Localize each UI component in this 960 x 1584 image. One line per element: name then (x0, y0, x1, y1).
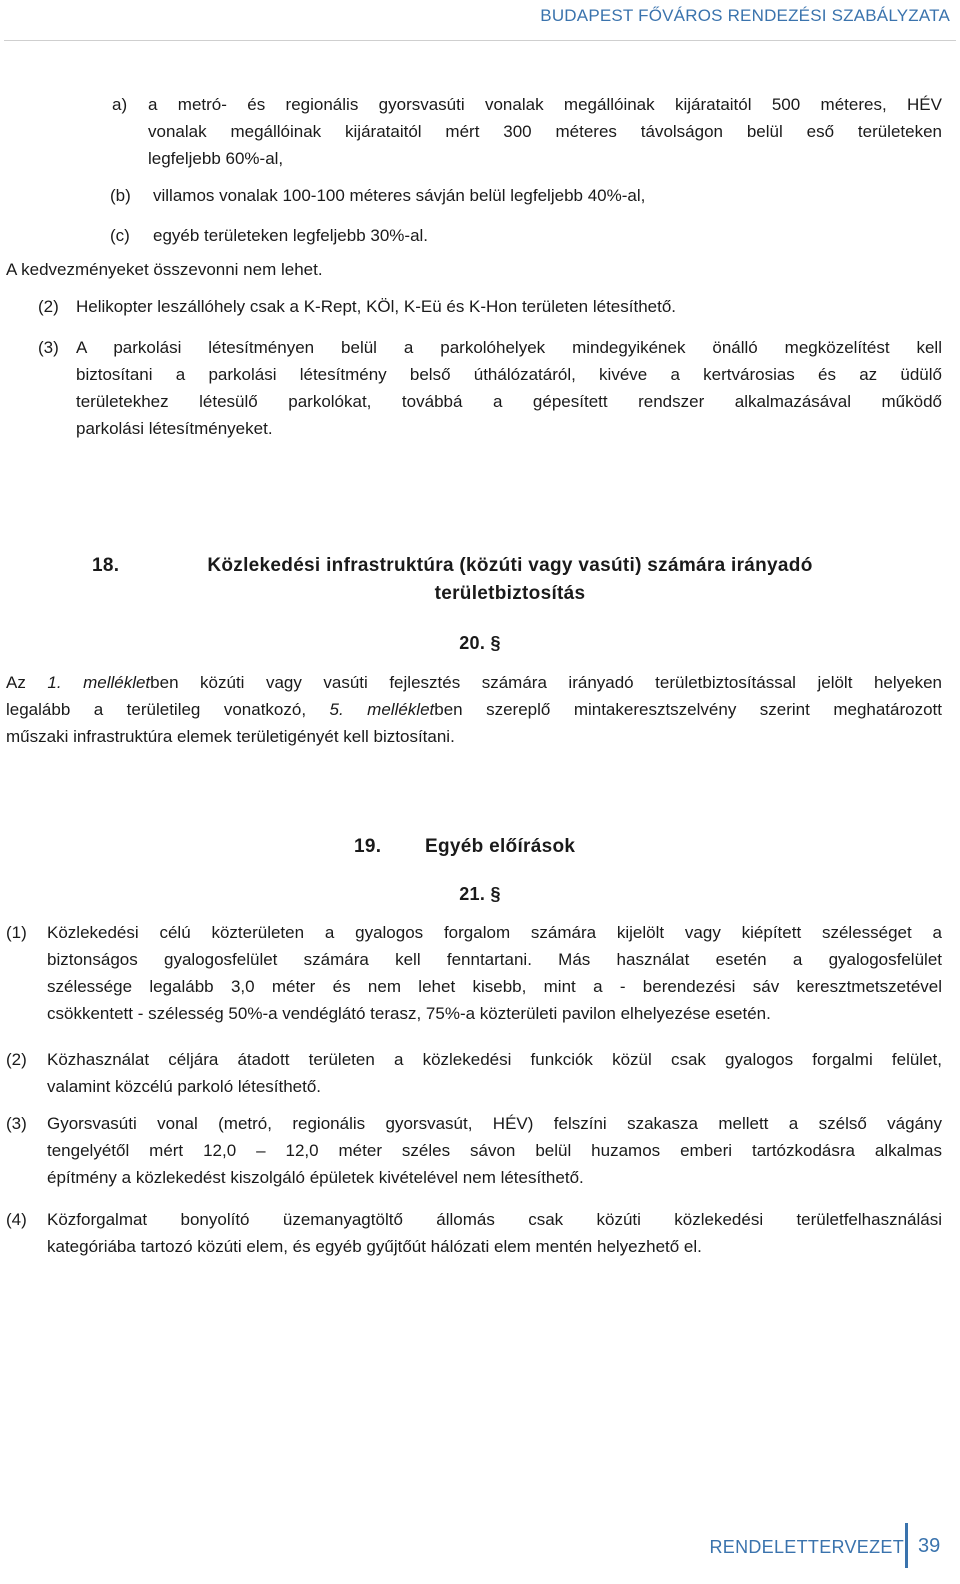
annex-reference: 5. melléklet (329, 700, 435, 719)
page-number: 39 (918, 1535, 941, 1557)
section-18-body-line-2 (6, 696, 942, 723)
text-run: legalább a területileg vonatkozó, (6, 700, 330, 719)
para-3-label: (3) (38, 338, 59, 357)
text-run: Az (6, 673, 48, 692)
item-3-line-2: tengelyétől mért 12,0 – 12,0 méter széles sávon belül huzamos emberi tartózkodásra alkalmas (47, 1141, 942, 1160)
list-label-b: (b) (110, 186, 131, 205)
section-18-number: 18. (92, 555, 120, 576)
item-1-line-1: Közlekedési célú közterületen a gyalogos forgalom számára kijelölt vagy kiépített szélességet a (47, 923, 942, 942)
footer-divider (905, 1523, 908, 1568)
section-19-title: Egyéb előírások (425, 836, 576, 857)
section-18-body (6, 669, 942, 750)
text-run: ben szereplő mintakeresztszelvény szerint meghatározott (434, 700, 942, 719)
list-item-c: egyéb területeken legfeljebb 30%-al. (153, 226, 429, 245)
item-4-line-2: kategóriába tartozó közúti elem, és egyéb gyűjtőút hálózati elem mentén helyezhető el. (47, 1237, 702, 1256)
paragraph-20-sign: 20. § (459, 633, 501, 653)
item-4-text (47, 1206, 942, 1260)
item-2-text (47, 1046, 942, 1100)
header-divider (4, 40, 956, 41)
text-run: ben közúti vagy vasúti fejlesztés számára irányadó területbiztosítással jelölt helyeken (150, 673, 943, 692)
paragraph-21-sign: 21. § (459, 884, 501, 904)
item-1-line-3: szélessége legalább 3,0 méter és nem lehet kisebb, mint a - berendezési sáv keresztmetszetével (47, 977, 942, 996)
item-1-text (47, 919, 942, 1027)
running-header: BUDAPEST FŐVÁROS RENDEZÉSI SZABÁLYZATA (540, 6, 950, 25)
list-item-a-line-1: a metró- és regionális gyorsvasúti vonalak megállóinak kijárataitól 500 méteres, HÉV (148, 95, 942, 114)
item-2-label: (2) (6, 1050, 27, 1069)
item-4-label: (4) (6, 1210, 27, 1229)
para-3-line-4: parkolási létesítményeket. (76, 419, 273, 438)
para-3-line-2: biztosítani a parkolási létesítmény belső úthálózatáról, kivéve a kertvárosias és az üdülő (76, 365, 942, 384)
list-item-b: villamos vonalak 100-100 méteres sávján belül legfeljebb 40%-al, (153, 186, 646, 205)
section-18-title-line-2: területbiztosítás (434, 583, 586, 604)
footer-label: RENDELETTERVEZET (709, 1537, 904, 1557)
item-3-text (47, 1110, 942, 1191)
para-2-text: Helikopter leszállóhely csak a K-Rept, KÖl, K-Eü és K-Hon területen létesíthető. (76, 297, 677, 316)
section-18-title-line-1: Közlekedési infrastruktúra (közúti vagy vasúti) számára irányadó (207, 555, 813, 576)
item-2-line-1: Közhasználat céljára átadott területen a közlekedési funkciók közül csak gyalogos forgalmi felület, (47, 1050, 942, 1069)
para-2-label: (2) (38, 297, 59, 316)
para-3-line-1: A parkolási létesítményen belül a parkolóhelyek mindegyikének önálló megközelítést kell (76, 338, 942, 357)
item-3-label: (3) (6, 1114, 27, 1133)
item-3-line-1: Gyorsvasúti vonal (metró, regionális gyorsvasút, HÉV) felszíni szakasza mellett a szélső vágány (47, 1114, 942, 1133)
item-2-line-2: valamint közcélú parkoló létesíthető. (47, 1077, 322, 1096)
section-18-body-line-1 (6, 669, 942, 696)
item-4-line-1: Közforgalmat bonyolító üzemanyagtöltő állomás csak közúti közlekedési területfelhasználási (47, 1210, 942, 1229)
list-item-a-line-2: vonalak megállóinak kijárataitól mért 300 méteres távolságon belül eső területeken (148, 122, 942, 141)
list-item-a (148, 91, 942, 172)
section-18-title (150, 552, 870, 608)
item-1-line-4: csökkentett - szélesség 50%-a vendéglátó terasz, 75%-a közterületi pavilon elhelyezése esetén. (47, 1004, 771, 1023)
note-text: A kedvezményeket összevonni nem lehet. (6, 260, 323, 279)
annex-reference: 1. melléklet (47, 673, 151, 692)
para-3-line-3: területekhez létesülő parkolókat, továbbá a gépesített rendszer alkalmazásával működő (76, 392, 942, 411)
section-18-body-line-3: műszaki infrastruktúra elemek területigényét kell biztosítani. (6, 727, 455, 746)
list-item-a-line-3: legfeljebb 60%-al, (148, 149, 284, 168)
section-19-number: 19. (354, 836, 382, 857)
item-1-label: (1) (6, 923, 27, 942)
item-1-line-2: biztonságos gyalogosfelület számára kell fenntartani. Más használat esetén a gyalogosfelület (47, 950, 942, 969)
para-3-text (76, 334, 942, 442)
list-label-c: (c) (110, 226, 130, 245)
item-3-line-3: építmény a közlekedést kiszolgáló épületek kivételével nem létesíthető. (47, 1168, 584, 1187)
list-label-a: a) (112, 95, 128, 114)
